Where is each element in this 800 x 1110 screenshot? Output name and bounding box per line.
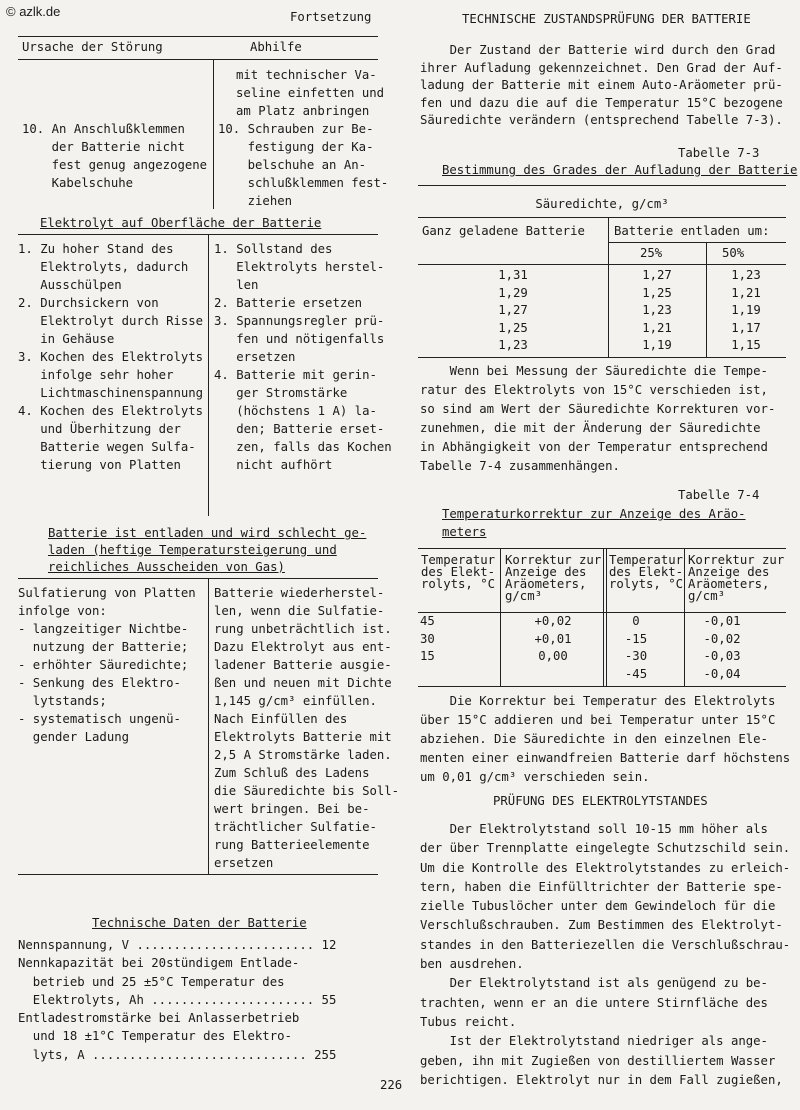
paragraph-1: [420, 42, 783, 130]
table-cell: 0,00: [538, 649, 568, 663]
text-line: der Batterie nicht: [22, 140, 185, 154]
text-line: - Senkung des Elektro-: [18, 676, 181, 690]
row10-remedy-top: [236, 66, 384, 120]
table-cell: 15: [420, 649, 435, 663]
text-line: ersetzen: [214, 856, 274, 870]
text-line: 2,5 A Stromstärke laden.: [214, 748, 392, 762]
text-line: g/cm³: [505, 589, 543, 603]
text-line: Temperatur: [421, 553, 496, 567]
table-row: [418, 667, 786, 684]
table-row: [418, 338, 786, 355]
text-line: 1,145 g/cm³ einfüllen.: [214, 694, 377, 708]
text-line: Elektrolyts, Ah ...................... 55: [18, 992, 337, 1007]
text-line: Die Korrektur bei Temperatur des Elektrolyts: [420, 694, 776, 708]
table-cell: 1,25: [498, 320, 528, 335]
text-line: tierung von Platten: [18, 458, 181, 472]
table-cell: 1,17: [731, 320, 761, 335]
table-cell: 1,27: [642, 268, 672, 282]
text-line: ratur des Elektrolyts von 15°C verschieden ist,: [420, 383, 768, 397]
row10-cause: [22, 120, 207, 192]
text-line: rolyts, °C: [421, 577, 496, 591]
text-line: Elektrolyts Batterie mit: [214, 730, 392, 744]
text-line: belschuhe an An-: [218, 158, 367, 172]
text-line: ger Stromstärke: [214, 386, 348, 400]
text-line: standes in den Batteriezellen die Verschlußschrau-: [420, 937, 791, 952]
table-cell: 0: [632, 614, 640, 628]
text-line: der über Trennplatte eingelegte Schutzschild sein.: [420, 841, 791, 856]
text-line: len: [214, 278, 259, 292]
text-line: Nennkapazität bei 20stündigem Entlade-: [18, 956, 300, 971]
text-line: zielle Tubuslöcher unter dem Gewindeloch für die: [420, 899, 776, 914]
table-cell: 1,31: [498, 268, 528, 282]
text-line: Säuredichte verändern (entsprechend Tabelle 7-3).: [420, 113, 783, 127]
text-line: Kabelschuhe: [22, 176, 134, 190]
text-line: Ausschülpen: [18, 278, 122, 292]
text-line: (höchstens 1 A) la-: [214, 404, 377, 418]
paragraph-3: [420, 692, 790, 787]
text-line: - erhöhter Säuredichte;: [18, 658, 189, 672]
table-7-4-head-temp-a: [421, 554, 495, 590]
text-line: fen und dazu die auf die Temperatur 15°C bezogene: [420, 95, 783, 110]
table-cell: 30: [420, 631, 435, 646]
table-row: [418, 649, 786, 666]
text-line: so sind am Wert der Säuredichte Korrekturen vor-: [420, 402, 776, 416]
section2-causes: [18, 584, 196, 746]
text-line: infolge von:: [18, 604, 107, 618]
text-line: - langzeitiger Nichtbe-: [18, 622, 189, 636]
section2-remedies: [214, 584, 399, 872]
header-remedy: Abhilfe: [250, 40, 302, 54]
text-line: Wenn bei Messung der Säuredichte die Tempe-: [420, 364, 768, 378]
table-7-4-head-temp-b: [609, 554, 683, 590]
text-line: zen, falls das Kochen: [214, 440, 392, 454]
page-number: 226: [380, 1078, 403, 1092]
text-line: und 18 ±1°C Temperatur des Elektro-: [18, 1029, 292, 1044]
text-line: Entladestromstärke bei Anlasserbetrieb: [18, 1011, 300, 1026]
table-row: [418, 303, 786, 320]
text-line: Elektrolyts herstel-: [214, 260, 385, 274]
table-cell: 1,21: [731, 285, 761, 300]
text-line: mit technischer Va-: [236, 68, 377, 82]
text-line: Dazu Elektrolyt aus ent-: [214, 640, 392, 654]
watermark: © azlk.de: [6, 4, 61, 19]
section2-title: [48, 525, 366, 576]
text-line: Elektrolyt durch Risse: [18, 314, 204, 328]
text-line: 1. Zu hoher Stand des: [18, 242, 174, 256]
text-line: die Säuredichte bis Soll-: [214, 784, 400, 798]
table-cell: 1,27: [498, 303, 528, 317]
text-line: Anzeige des: [688, 565, 770, 579]
text-line: rung unbeträchtlich ist.: [214, 622, 392, 636]
text-line: ziehen: [218, 194, 293, 208]
table-cell: -0,02: [703, 631, 741, 646]
table-7-3-label: Tabelle 7-3: [678, 146, 760, 160]
text-line: nicht aufhört: [214, 458, 333, 472]
tech-data-title: Technische Daten der Batterie: [92, 916, 307, 930]
text-line: nutzung der Batterie;: [18, 640, 189, 654]
table-cell: -0,01: [703, 614, 741, 628]
paragraph-4: [420, 820, 790, 1090]
text-line: len, wenn die Sulfatie-: [214, 604, 385, 618]
paragraph-2: [420, 362, 775, 476]
table-7-4-head-korr-b: [688, 554, 784, 602]
text-line: Verschlußschrauben. Zum Bestimmen des Elektrolyt-: [420, 918, 783, 933]
text-line: 4. Kochen des Elektrolyts: [18, 404, 204, 418]
table-cell: -30: [624, 649, 648, 663]
tech-data-list: [18, 936, 336, 1064]
text-line: in Gehäuse: [18, 332, 115, 346]
continuation-label: Fortsetzung: [290, 10, 372, 24]
table-row: [418, 614, 786, 631]
table-cell: +0,01: [534, 631, 572, 646]
text-line: Batterie ist entladen und wird schlecht ge-: [48, 526, 367, 540]
table-cell: +0,02: [534, 614, 572, 628]
text-line: 2. Durchsickern von: [18, 296, 159, 310]
text-line: Korrektur zur: [505, 553, 602, 567]
text-line: seline einfetten und: [236, 86, 385, 100]
text-line: festigung der Ka-: [218, 140, 374, 154]
text-line: Nennspannung, V ........................ 12: [18, 938, 337, 952]
table-7-3-head-50: 50%: [722, 246, 745, 260]
text-line: Temperaturkorrektur zur Anzeige des Aräo-: [442, 507, 746, 521]
table-cell: 1,21: [642, 320, 672, 335]
text-line: abziehen. Die Säuredichte in den einzelnen Ele-: [420, 732, 768, 746]
text-line: Lichtmaschinenspannung: [18, 386, 204, 400]
text-line: ihrer Aufladung gekennzeichnet. Den Grad der Auf-: [420, 60, 783, 75]
text-line: - systematisch ungenü-: [18, 712, 181, 726]
text-line: lytstands;: [18, 694, 107, 708]
text-line: ersetzen: [214, 350, 296, 364]
text-line: und Überhitzung der: [18, 422, 181, 436]
text-line: berichtigen. Elektrolyt nur in dem Fall zugießen,: [420, 1072, 783, 1087]
text-line: rolyts, °C: [609, 577, 684, 591]
text-line: reichliches Ausscheiden von Gas): [48, 560, 285, 574]
table-7-3-head-25: 25%: [640, 246, 663, 260]
text-line: fen und nötigenfalls: [214, 332, 385, 346]
table-row: [418, 268, 786, 285]
table-cell: 45: [420, 614, 435, 628]
table-7-3-title: Bestimmung des Grades der Aufladung der Batterie: [442, 163, 798, 177]
text-line: 10. Schrauben zur Be-: [218, 122, 374, 136]
table-cell: 1,19: [731, 303, 761, 317]
table-7-4-title: [442, 505, 746, 541]
text-line: lyts, A ............................. 255: [18, 1047, 337, 1062]
text-line: trächtlicher Sulfatie-: [214, 820, 377, 834]
table-cell: -45: [624, 666, 648, 681]
text-line: Batterie wiederherstel-: [214, 586, 385, 600]
text-line: Aräometers,: [688, 577, 770, 591]
text-line: ladung der Batterie mit einem Auto-Aräometer prü-: [420, 78, 783, 92]
section-title-elektrolytstand: PRÜFUNG DES ELEKTROLYTSTANDES: [493, 794, 708, 808]
text-line: zunehmen, die mit der Änderung der Säuredichte: [420, 421, 761, 435]
text-line: Der Zustand der Batterie wird durch den Grad: [420, 43, 776, 57]
table-cell: 1,23: [731, 268, 761, 282]
text-line: ßen und neuen mit Dichte: [214, 676, 392, 690]
table-7-4-label: Tabelle 7-4: [678, 488, 760, 502]
table-7-3-super-header: Säuredichte, g/cm³: [535, 197, 669, 211]
table-row: [418, 632, 786, 649]
text-line: 3. Spannungsregler prü-: [214, 314, 385, 328]
table-cell: 1,29: [498, 285, 528, 300]
text-line: trachten, wenn er an die untere Stirnfläche des: [420, 995, 768, 1010]
text-line: Um die Kontrolle des Elektrolytstandes zu erleich-: [420, 860, 791, 875]
text-line: Elektrolyts, dadurch: [18, 260, 189, 274]
text-line: ben ausdrehen.: [420, 957, 524, 972]
text-line: 10. An Anschlußklemmen: [22, 122, 185, 136]
text-line: infolge sehr hoher: [18, 368, 174, 382]
table-cell: -15: [624, 631, 648, 646]
table-row: [418, 286, 786, 303]
text-line: Korrektur zur: [688, 553, 785, 567]
section-title-zustand: TECHNISCHE ZUSTANDSPRÜFUNG DER BATTERIE: [462, 12, 751, 26]
text-line: Ist der Elektrolytstand niedriger als ange-: [420, 1034, 768, 1049]
text-line: Zum Schluß des Ladens: [214, 766, 370, 780]
text-line: über 15°C addieren und bei Temperatur unter 15°C: [420, 713, 776, 727]
text-line: Temperatur: [609, 553, 684, 567]
text-line: Aräometers,: [505, 577, 587, 591]
text-line: schlußklemmen fest-: [218, 176, 389, 190]
table-7-4-head-korr-a: [505, 554, 601, 602]
text-line: um 0,01 g/cm³ verschieden sein.: [420, 770, 650, 784]
text-line: Tubus reicht.: [420, 1014, 517, 1029]
row10-remedy: [218, 120, 388, 210]
text-line: g/cm³: [688, 589, 726, 603]
section1-causes: [18, 240, 203, 474]
text-line: Der Elektrolytstand soll 10-15 mm höher als: [420, 822, 768, 836]
text-line: Der Elektrolytstand ist als genügend zu be-: [420, 976, 768, 991]
text-line: des Elekt-: [421, 565, 496, 579]
table-cell: 1,23: [642, 303, 672, 317]
text-line: Anzeige des: [505, 565, 587, 579]
text-line: meters: [442, 525, 487, 539]
table-cell: 1,19: [642, 338, 672, 352]
table-row: [418, 321, 786, 338]
text-line: Nach Einfüllen des: [214, 712, 348, 726]
text-line: gender Ladung: [18, 730, 130, 744]
text-line: rung Batterieelemente: [214, 838, 370, 852]
table-cell: 1,25: [642, 285, 672, 300]
table-7-3-head-full: Ganz geladene Batterie: [422, 224, 585, 238]
text-line: Sulfatierung von Platten: [18, 586, 196, 600]
table-7-3-head-discharged: Batterie entladen um:: [614, 224, 770, 238]
text-line: fest genug angezogene: [22, 158, 208, 172]
text-line: 1. Sollstand des: [214, 242, 333, 256]
text-line: des Elekt-: [609, 565, 684, 579]
text-line: menten einer einwandfreien Batterie darf höchstens: [420, 751, 791, 765]
text-line: betrieb und 25 ±5°C Temperatur des: [18, 974, 285, 989]
table-cell: 1,15: [731, 338, 761, 352]
header-cause: Ursache der Störung: [22, 40, 163, 54]
text-line: laden (heftige Temperatursteigerung und: [48, 543, 337, 557]
table-cell: -0,03: [703, 649, 741, 663]
text-line: in Abhängigkeit von der Temperatur entsprechend: [420, 440, 768, 454]
table-cell: 1,23: [498, 338, 528, 352]
text-line: wert bringen. Bei be-: [214, 802, 370, 816]
text-line: tern, haben die Einfülltrichter der Batterie spe-: [420, 879, 783, 894]
section1-remedies: [214, 240, 392, 474]
text-line: ladener Batterie ausgie-: [214, 658, 392, 672]
text-line: 4. Batterie mit gerin-: [214, 368, 377, 382]
section1-title: Elektrolyt auf Oberfläche der Batterie: [40, 216, 322, 230]
text-line: den; Batterie erset-: [214, 422, 385, 436]
text-line: 3. Kochen des Elektrolyts: [18, 350, 204, 364]
text-line: Batterie wegen Sulfa-: [18, 440, 196, 454]
text-line: Tabelle 7-4 zusammenhängen.: [420, 459, 620, 473]
text-line: geben, ihn mit Zugießen von destilliertem Wasser: [420, 1053, 776, 1068]
text-line: am Platz anbringen: [236, 104, 370, 118]
table-cell: -0,04: [703, 666, 741, 681]
text-line: 2. Batterie ersetzen: [214, 296, 363, 310]
